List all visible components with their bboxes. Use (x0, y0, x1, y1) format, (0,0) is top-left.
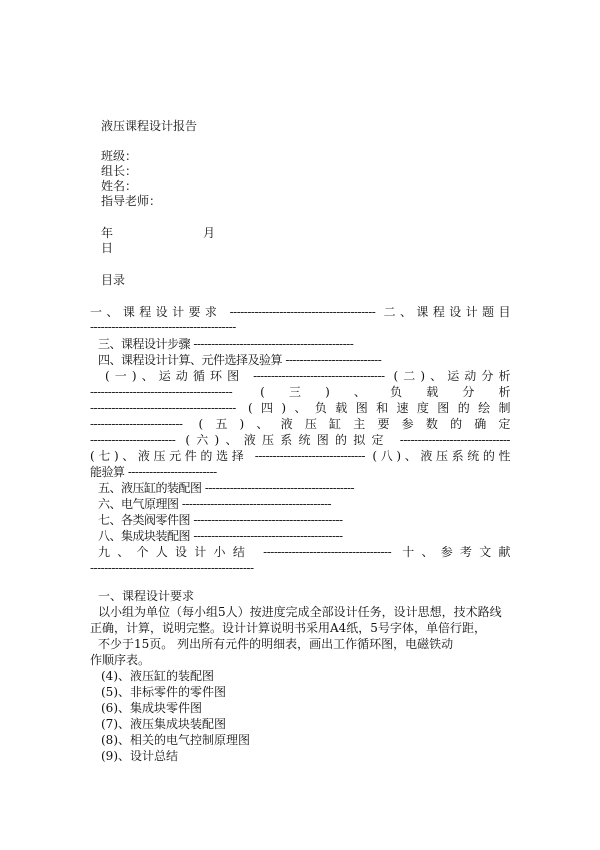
list-item: (7)、液压集成块装配图 (101, 717, 226, 731)
toc-line: 能验算 ------------------------- (90, 465, 217, 479)
toc-line: ---------------------------------------- (三)、负载分析 (90, 385, 510, 399)
day-label: 日 (101, 241, 114, 255)
paragraph-line: 作顺序表。 (90, 653, 151, 667)
toc-line: (一)、运动循环图 ------------------------------------- (二)、运动分析 (105, 369, 510, 383)
toc-line: (七)、液压元件的选择 ------------------------------- (八)、液压系统的性 (90, 449, 510, 463)
name-field-label: 姓名： (101, 179, 138, 193)
class-field-label: 班级： (101, 149, 138, 163)
toc-line: ------------------------ (六)、液压系统图的拟定 ------------------------------- (90, 433, 510, 447)
toc-line: 五、液压缸的装配图 ------------------------------------------ (98, 481, 355, 495)
list-item: (6)、集成块零件图 (101, 701, 202, 715)
list-item: (5)、非标零件的零件图 (101, 685, 226, 699)
section-heading: 一、课程设计要求 (98, 589, 195, 603)
toc-line: ----------------------------------------- (90, 320, 236, 334)
toc-line: 一、课程设计要求 ----------------------------------------- 二、课程设计题目 (90, 305, 510, 319)
toc-line: ---------------------------------------------- (90, 561, 254, 575)
list-item: (8)、相关的电气控制原理图 (101, 733, 250, 747)
toc-heading: 目录 (101, 273, 126, 287)
toc-line: 四、课程设计计算、元件选择及验算 --------------------------- (98, 353, 382, 367)
paragraph-line: 正确，计算，说明完整。设计计算说明书采用A4纸，5号字体，单倍行距， (90, 621, 486, 635)
toc-line: 七、各类阀零件图 ------------------------------------------ (98, 513, 343, 527)
report-title: 液压课程设计报告 (101, 119, 198, 133)
leader-field-label: 组长： (101, 164, 138, 178)
toc-line: 六、电气原理图 ------------------------------------------ (98, 497, 332, 511)
list-item: (9)、设计总结 (101, 749, 178, 763)
toc-line: ----------------------------------------- (四)、负载图和速度图的绘制 (90, 401, 510, 415)
list-item: (4)、液压缸的装配图 (101, 669, 214, 683)
year-label: 年 (101, 226, 114, 240)
paragraph-line: 以小组为单位（每小组5人）按进度完成全部设计任务，设计思想，技术路线 (98, 605, 502, 619)
month-label: 月 (203, 226, 216, 240)
toc-line: 三、课程设计步骤 --------------------------------------------- (98, 337, 354, 351)
paragraph-line: 不少于15页。 列出所有元件的明细表，画出工作循环图，电磁铁动 (98, 637, 454, 651)
toc-line: 九、个人设计小结 ------------------------------------ 十、参考文献 (98, 545, 510, 559)
advisor-field-label: 指导老师： (101, 194, 162, 208)
toc-line: 八、集成块装配图 ------------------------------------------ (98, 529, 343, 543)
toc-line: -------------------------- (五)、液压缸主要参数的确定 (90, 417, 510, 431)
